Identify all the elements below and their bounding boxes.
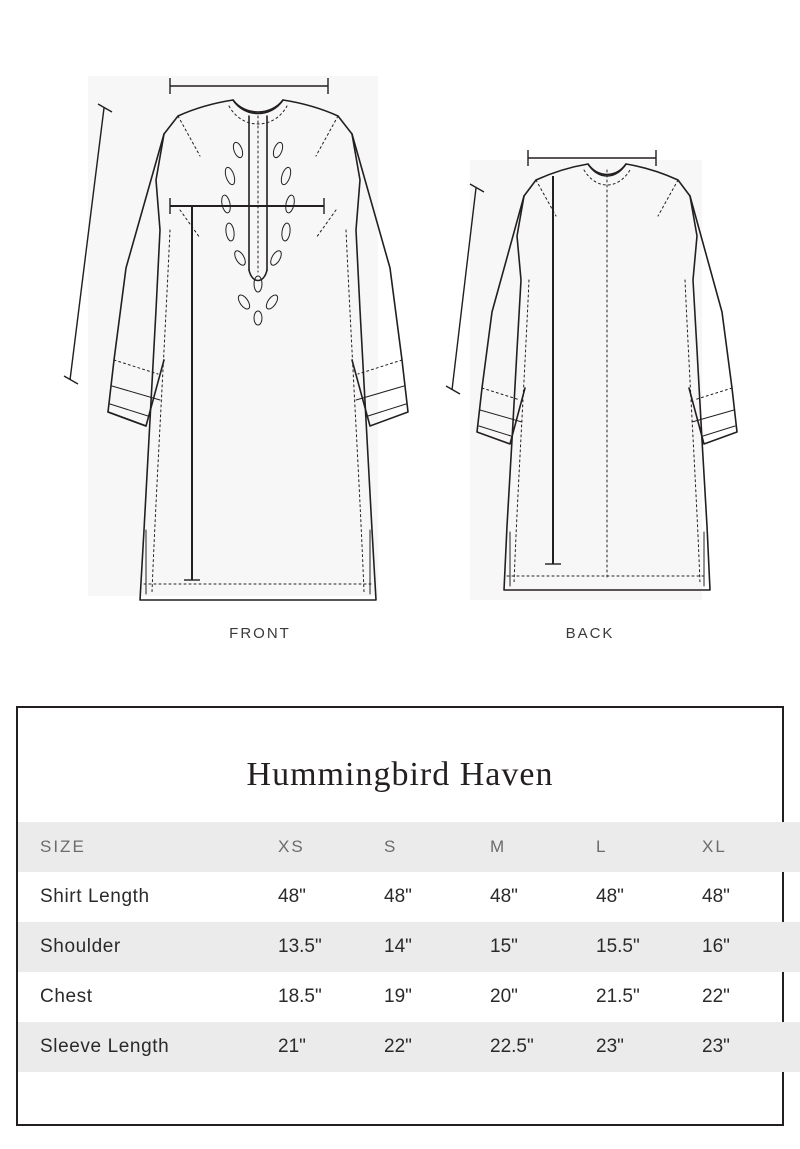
table-row: [18, 972, 800, 1022]
cell-chest-s: 19": [384, 986, 412, 1007]
cell-shirt-length-s: 48": [384, 886, 412, 907]
cell-shoulder-xl: 16": [702, 936, 730, 957]
chart-title: Hummingbird Haven: [246, 756, 554, 793]
column-header-xs: XS: [278, 837, 305, 856]
cell-shoulder-l: 15.5": [596, 936, 640, 957]
cell-chest-xs: 18.5": [278, 986, 322, 1007]
cell-shoulder-s: 14": [384, 936, 412, 957]
column-header-size: SIZE: [40, 837, 86, 856]
back-view-caption: BACK: [565, 625, 615, 642]
cell-shirt-length-xl: 48": [702, 886, 730, 907]
cell-shoulder-xs: 13.5": [278, 936, 322, 957]
cell-shirt-length-l: 48": [596, 886, 624, 907]
row-label-shirt-length: Shirt Length: [40, 886, 150, 907]
size-table: [18, 822, 800, 1072]
cell-shirt-length-xs: 48": [278, 886, 306, 907]
cell-sleeve-length-xs: 21": [278, 1036, 306, 1057]
cell-chest-m: 20": [490, 986, 518, 1007]
cell-shirt-length-m: 48": [490, 886, 518, 907]
column-header-s: S: [384, 837, 398, 856]
column-header-m: M: [490, 837, 507, 856]
cell-shoulder-m: 15": [490, 936, 518, 957]
back-view-svg: [440, 140, 740, 620]
cell-sleeve-length-xl: 23": [702, 1036, 730, 1057]
table-row: [18, 922, 800, 972]
table-row: [18, 1022, 800, 1072]
cell-chest-l: 21.5": [596, 986, 640, 1007]
column-header-l: L: [596, 837, 608, 856]
column-header-xl: XL: [702, 837, 727, 856]
cell-sleeve-length-l: 23": [596, 1036, 624, 1057]
table-header-row: [18, 822, 800, 872]
cell-chest-xl: 22": [702, 986, 730, 1007]
row-label-chest: Chest: [40, 986, 93, 1007]
front-view-caption: FRONT: [229, 625, 291, 642]
cell-sleeve-length-s: 22": [384, 1036, 412, 1057]
size-chart: [16, 706, 784, 1126]
row-label-sleeve-length: Sleeve Length: [40, 1036, 170, 1057]
front-view-svg: [60, 60, 460, 620]
row-label-shoulder: Shoulder: [40, 936, 121, 957]
cell-sleeve-length-m: 22.5": [490, 1036, 534, 1057]
table-row: [18, 872, 800, 922]
front-view-illustration: [60, 60, 460, 620]
back-view-illustration: [440, 140, 740, 620]
